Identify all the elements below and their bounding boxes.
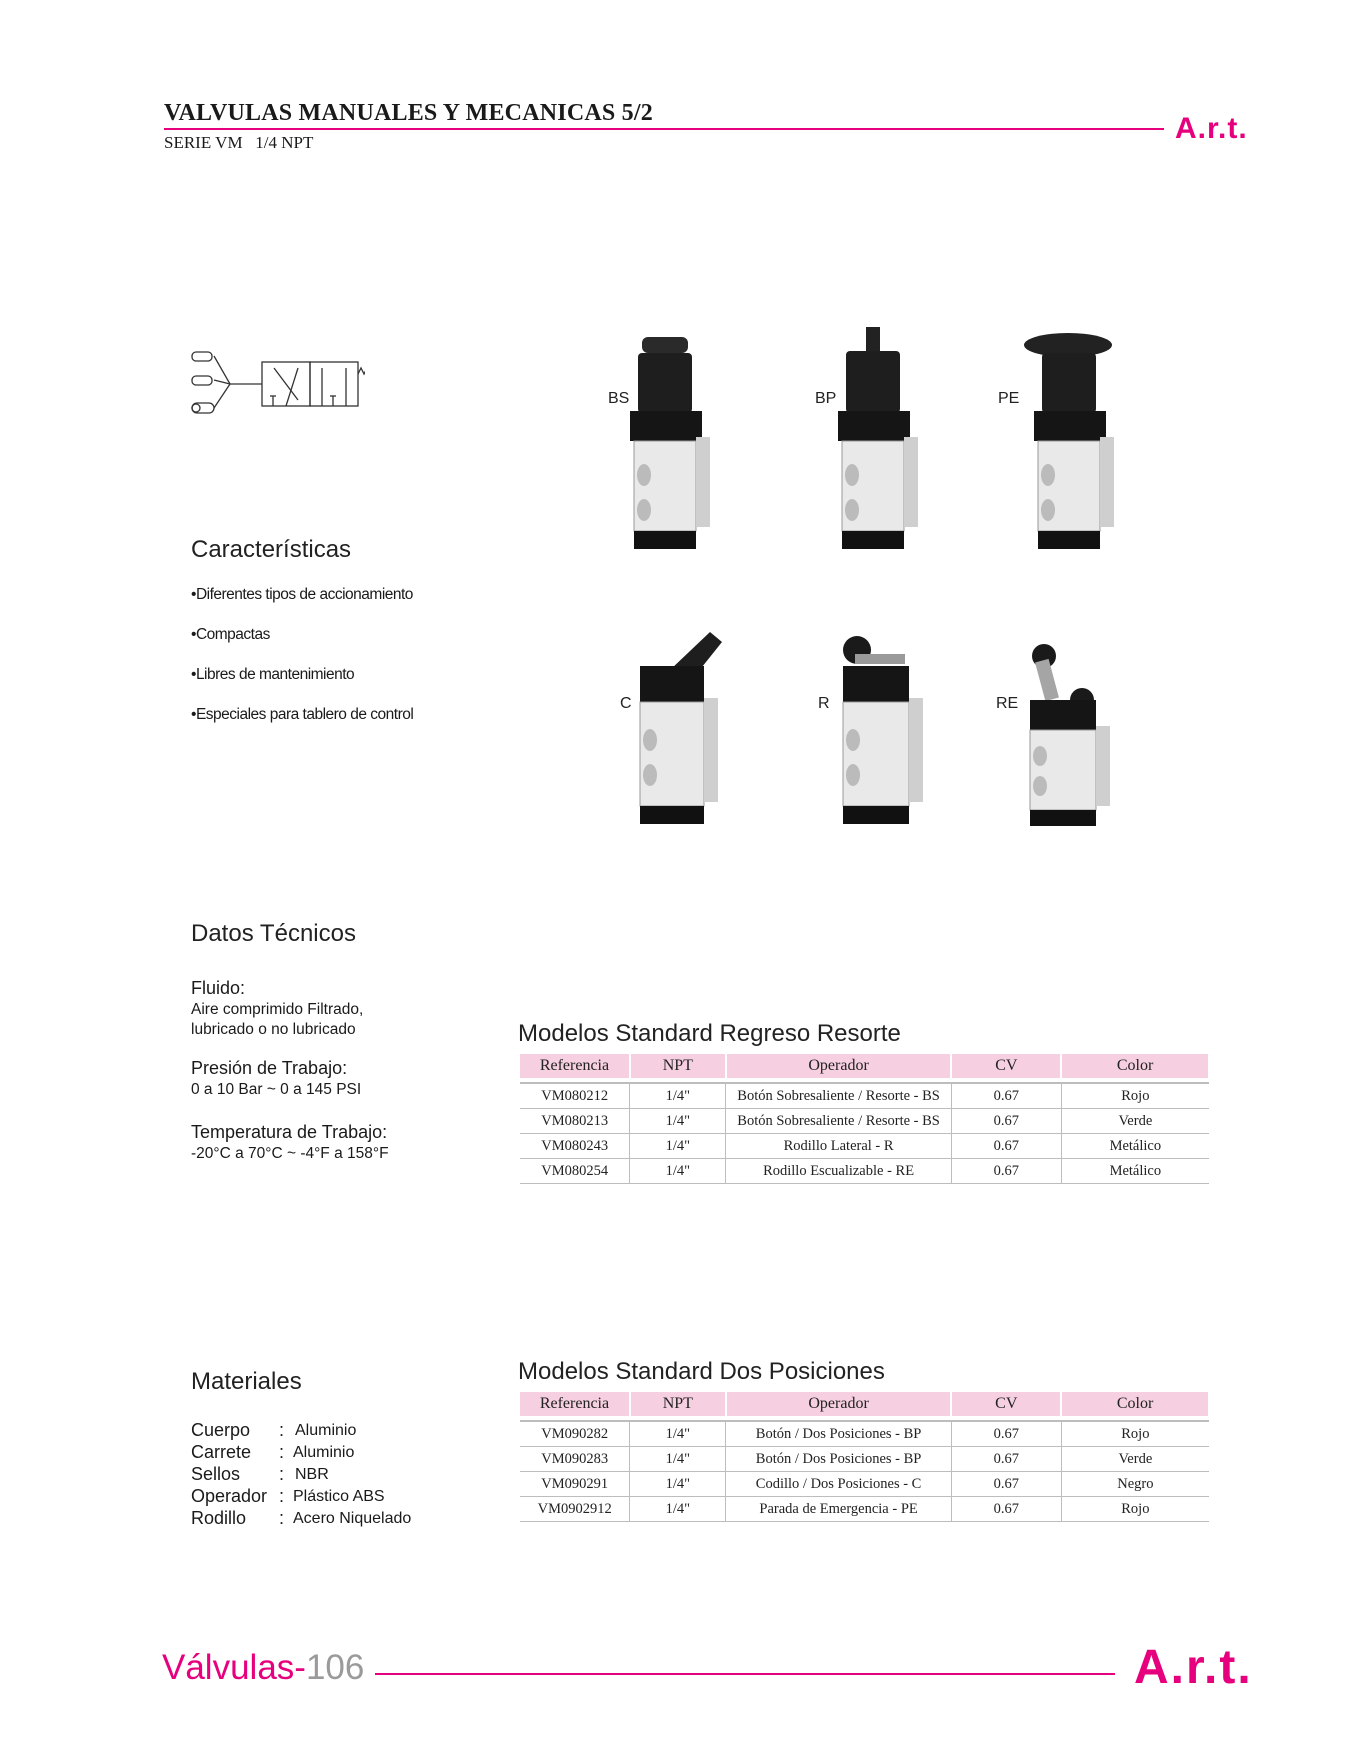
cell-color: Verde — [1061, 1109, 1209, 1134]
table-two-position-title: Modelos Standard Dos Posiciones — [518, 1358, 885, 1385]
material-sep: : — [279, 1486, 285, 1506]
table-row — [520, 1421, 1209, 1447]
product-label-r: R — [818, 695, 830, 712]
cell-operador: Rodillo Lateral - R — [726, 1134, 952, 1159]
col-header-referencia: Referencia — [520, 1054, 630, 1078]
material-sep: : — [279, 1420, 285, 1440]
table-row — [520, 1472, 1209, 1497]
material-sep: : — [279, 1442, 285, 1462]
material-row — [191, 1420, 451, 1442]
cell-referencia: VM080254 — [520, 1159, 630, 1184]
cell-referencia: VM0902912 — [520, 1497, 630, 1522]
table-header-row — [520, 1392, 1209, 1416]
cell-npt: 1/4" — [630, 1447, 726, 1472]
col-header-operador: Operador — [726, 1054, 952, 1078]
table-row — [520, 1497, 1209, 1522]
col-header-operador: Operador — [726, 1392, 952, 1416]
tech-data-heading: Datos Técnicos — [191, 920, 356, 947]
brand-logo-top: A.r.t. — [1175, 112, 1248, 145]
material-value: Aluminio — [295, 1422, 357, 1439]
cell-referencia: VM080213 — [520, 1109, 630, 1134]
material-row — [191, 1464, 451, 1486]
cell-color: Negro — [1061, 1472, 1209, 1497]
product-label-pe: PE — [998, 390, 1020, 407]
temperature-label: Temperatura de Trabajo: — [191, 1122, 388, 1142]
cell-referencia: VM080243 — [520, 1134, 630, 1159]
product-label-bs: BS — [608, 390, 630, 407]
table-row — [520, 1134, 1209, 1159]
cell-npt: 1/4" — [630, 1497, 726, 1522]
page-subtitle: SERIE VM 1/4 NPT — [164, 133, 314, 152]
col-header-npt: NPT — [630, 1392, 726, 1416]
valve-bp-image — [828, 325, 938, 555]
material-name: Carrete — [191, 1442, 252, 1462]
pressure-label: Presión de Trabajo: — [191, 1058, 348, 1078]
cell-cv: 0.67 — [951, 1447, 1061, 1472]
material-name: Operador — [191, 1486, 268, 1506]
table-row — [520, 1083, 1209, 1109]
feature-text: Diferentes tipos de accionamiento — [195, 586, 413, 603]
cell-cv: 0.67 — [951, 1497, 1061, 1522]
material-value: NBR — [295, 1466, 329, 1483]
cell-color: Verde — [1061, 1447, 1209, 1472]
material-name: Rodillo — [191, 1508, 247, 1528]
table-header-row — [520, 1054, 1209, 1078]
features-heading: Características — [191, 536, 352, 563]
cell-cv: 0.67 — [951, 1134, 1061, 1159]
cell-cv: 0.67 — [951, 1109, 1061, 1134]
material-name: Cuerpo — [191, 1420, 251, 1440]
valve-pe-image — [1020, 325, 1135, 555]
cell-cv: 0.67 — [951, 1083, 1061, 1109]
valve-re-image — [1018, 640, 1133, 840]
page-title: VALVULAS MANUALES Y MECANICAS 5/2 — [164, 100, 653, 126]
table-two-position — [520, 1392, 1210, 1522]
feature-text: Especiales para tablero de control — [195, 706, 414, 723]
header-rule — [164, 128, 1164, 130]
fluid-value-line2: lubricado o no lubricado — [191, 1021, 356, 1038]
product-label-c: C — [620, 695, 632, 712]
table-row — [520, 1447, 1209, 1472]
materials-list — [191, 1420, 451, 1530]
cell-color: Rojo — [1061, 1497, 1209, 1522]
cell-referencia: VM090282 — [520, 1421, 630, 1447]
fluid-value-line1: Aire comprimido Filtrado, — [191, 1001, 364, 1018]
cell-referencia: VM090283 — [520, 1447, 630, 1472]
footer-section: Válvulas- — [162, 1648, 306, 1687]
col-header-cv: CV — [951, 1054, 1061, 1078]
material-value: Acero Niquelado — [293, 1510, 412, 1527]
product-label-re: RE — [996, 695, 1019, 712]
page-number: 106 — [305, 1648, 365, 1687]
feature-text: Compactas — [195, 626, 270, 643]
material-row — [191, 1508, 451, 1530]
cell-npt: 1/4" — [630, 1159, 726, 1184]
material-sep: : — [279, 1508, 285, 1528]
materials-heading: Materiales — [191, 1368, 302, 1395]
feature-item: •Libres de mantenimiento — [191, 666, 355, 683]
cell-operador: Botón Sobresaliente / Resorte - BS — [726, 1109, 952, 1134]
page-footer — [162, 1648, 364, 1688]
brand-logo-bottom: A.r.t. — [1134, 1641, 1253, 1694]
col-header-color: Color — [1061, 1054, 1209, 1078]
cell-color: Rojo — [1061, 1421, 1209, 1447]
cell-operador: Rodillo Escualizable - RE — [726, 1159, 952, 1184]
valve-symbol-diagram — [190, 348, 365, 420]
pressure-value: 0 a 10 Bar ~ 0 a 145 PSI — [191, 1081, 362, 1098]
cell-npt: 1/4" — [630, 1134, 726, 1159]
cell-cv: 0.67 — [951, 1421, 1061, 1447]
valve-c-image — [630, 630, 740, 840]
valve-bs-image — [620, 325, 730, 555]
valve-r-image — [835, 630, 945, 840]
cell-cv: 0.67 — [951, 1159, 1061, 1184]
cell-operador: Botón / Dos Posiciones - BP — [726, 1447, 952, 1472]
cell-npt: 1/4" — [630, 1083, 726, 1109]
feature-text: Libres de mantenimiento — [195, 666, 355, 683]
material-value: Aluminio — [293, 1444, 355, 1461]
cell-referencia: VM080212 — [520, 1083, 630, 1109]
col-header-color: Color — [1061, 1392, 1209, 1416]
material-row — [191, 1442, 451, 1464]
col-header-cv: CV — [951, 1392, 1061, 1416]
footer-rule — [375, 1673, 1115, 1675]
feature-item: •Diferentes tipos de accionamiento — [191, 586, 413, 603]
cell-operador: Parada de Emergencia - PE — [726, 1497, 952, 1522]
feature-item: •Compactas — [191, 626, 270, 643]
cell-color: Metálico — [1061, 1159, 1209, 1184]
cell-npt: 1/4" — [630, 1421, 726, 1447]
cell-referencia: VM090291 — [520, 1472, 630, 1497]
temperature-value: -20°C a 70°C ~ -4°F a 158°F — [191, 1145, 389, 1162]
col-header-referencia: Referencia — [520, 1392, 630, 1416]
material-name: Sellos — [191, 1464, 241, 1484]
material-value: Plástico ABS — [293, 1488, 385, 1505]
table-spring-return — [520, 1054, 1210, 1184]
table-spring-return-title: Modelos Standard Regreso Resorte — [518, 1020, 901, 1047]
cell-color: Rojo — [1061, 1083, 1209, 1109]
cell-operador: Botón / Dos Posiciones - BP — [726, 1421, 952, 1447]
cell-operador: Codillo / Dos Posiciones - C — [726, 1472, 952, 1497]
material-row — [191, 1486, 451, 1508]
cell-color: Metálico — [1061, 1134, 1209, 1159]
cell-operador: Botón Sobresaliente / Resorte - BS — [726, 1083, 952, 1109]
table-row — [520, 1109, 1209, 1134]
fluid-label: Fluido: — [191, 978, 246, 998]
cell-npt: 1/4" — [630, 1109, 726, 1134]
cell-npt: 1/4" — [630, 1472, 726, 1497]
material-sep: : — [279, 1464, 285, 1484]
table-row — [520, 1159, 1209, 1184]
product-label-bp: BP — [815, 390, 837, 407]
col-header-npt: NPT — [630, 1054, 726, 1078]
feature-item: •Especiales para tablero de control — [191, 706, 414, 723]
cell-cv: 0.67 — [951, 1472, 1061, 1497]
